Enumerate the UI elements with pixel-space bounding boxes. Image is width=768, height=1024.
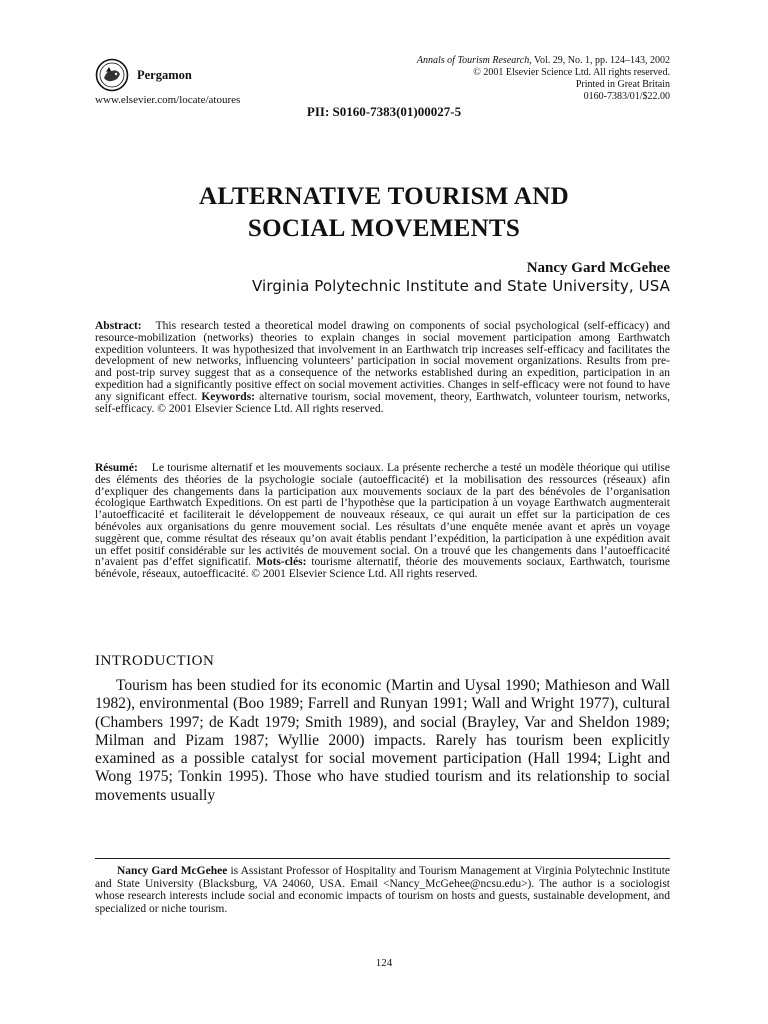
pergamon-logo-icon — [95, 58, 129, 92]
introduction-paragraph: Tourism has been studied for its economic (Martin and Uysal 1990; Mathieson and Wall 1982), environmental (Boo 1989; Farrell and Runyan 1991; Wall and Wright 1977), cultural (Chambers 1997; de Kadt 1979; Smith 1989), and social (Brayley, Var and Sheldon 1989; Milman and Pizam 1987; Wyllie 2000) impacts. Rarely has tourism been explicitly examined as a possible catalyst for social movement participation (Hall 1994; Light and Wong 1975; Tonkin 1995). Those who have studied tourism and its relationship to social movements usually — [95, 677, 670, 804]
section-heading-introduction: INTRODUCTION — [95, 653, 215, 669]
abstract-label: Abstract: — [95, 320, 142, 332]
issn-price-line: 0160-7383/01/$22.00 — [583, 91, 670, 102]
journal-citation-line — [417, 55, 670, 67]
resume — [95, 463, 670, 581]
page-number: 124 — [375, 957, 393, 969]
journal-citation — [417, 55, 670, 103]
article-title — [0, 181, 768, 245]
abstract-text: This research tested a theoretical model drawing on components of social psychological (self-efficacy) and resource-mobilization (networks) theories to explain changes in social movement participation among Earthwatch expedition volunteers. It was hypothesized that involvement in an Earthwatch trip increases self-efficacy and facilitates the development of new networks, influencing volunteers’ participation in social movement organizations. Results from pre- and post-trip survey suggest that as a consequence of the networks established during an expedition, participation in an expedition had a significantly positive effect on social movement activities. Changes in self-efficacy were not found to have any significant effect. — [95, 320, 670, 403]
author-affiliation: Virginia Polytechnic Institute and State University, USA — [252, 277, 670, 295]
title-line-1: ALTERNATIVE TOURISM AND — [199, 183, 569, 210]
journal-details: , Vol. 29, No. 1, pp. 124–143, 2002 — [529, 55, 670, 66]
publisher-logo — [95, 58, 245, 92]
title-line-2: SOCIAL MOVEMENTS — [247, 215, 521, 242]
resume-label: Résumé: — [95, 462, 138, 474]
resume-text: Le tourisme alternatif et les mouvements sociaux. La présente recherche a testé un modèle théorique qui utilise des éléments des théories de la psychologie sociale (autoefficacité) et la mobilisation des ressources (réseaux) afin d’expliquer des changements dans la participation aux mouvements sociaux de la part des bénévoles de l’organisation écologique Earthwatch Expeditions. On est parti de l’hypothèse que la participation à un voyage Earthwatch augmenterait l’autoefficacité et faciliterait le développement de nouveaux réseaux, ce qui aurait un effet sur la participation de ces bénévoles aux organisations du genre mouvement social. Les résultats d’une enquête menée avant et après un voyage suggèrent que, comme résultat des réseaux qu’on avait établis pendant l’expédition, la participation à une expédition avait un effet positif considérable sur les activités de mouvement social. On a trouvé que les changements dans l’autoefficacité n’avaient pas d’effet significatif. — [95, 462, 670, 569]
abstract — [95, 321, 670, 415]
author-footnote — [95, 865, 670, 915]
mots-cles-label: Mots-clés: — [255, 556, 307, 569]
footnote-text: is Assistant Professor of Hospitality and Tourism Management at Virginia Polytechnic Institute and State University (Blacksburg, VA 24060, USA. Email <Nancy_McGehee@ncsu.edu>). The author is a sociologist whose research interests include social and economic impacts of tourism on hosts and guests, sustainable development, and specialized or niche tourism. — [95, 865, 670, 915]
journal-name: Annals of Tourism Research — [416, 55, 530, 66]
printed-line: Printed in Great Britain — [575, 79, 670, 90]
keywords-text: alternative tourism, social movement, theory, Earthwatch, volunteer tourism, networks, self-efficacy. © 2001 Elsevier Science Ltd. All rights reserved. — [95, 390, 671, 415]
pii-identifier: PII: S0160-7383(01)00027-5 — [306, 104, 462, 119]
footnote-author-name: Nancy Gard McGehee — [117, 865, 228, 877]
publisher-name: Pergamon — [137, 67, 192, 82]
mots-cles-text: tourisme alternatif, théorie des mouvements sociaux, Earthwatch, tourisme bénévole, réseaux, autoefficacité. © 2001 Elsevier Science Ltd. All rights reserved. — [95, 556, 671, 581]
footnote-divider — [95, 858, 670, 859]
copyright-line: © 2001 Elsevier Science Ltd. All rights reserved. — [473, 67, 670, 78]
author-name: Nancy Gard McGehee — [526, 260, 670, 276]
journal-url[interactable]: www.elsevier.com/locate/atoures — [95, 94, 241, 106]
keywords-label: Keywords: — [201, 390, 256, 403]
